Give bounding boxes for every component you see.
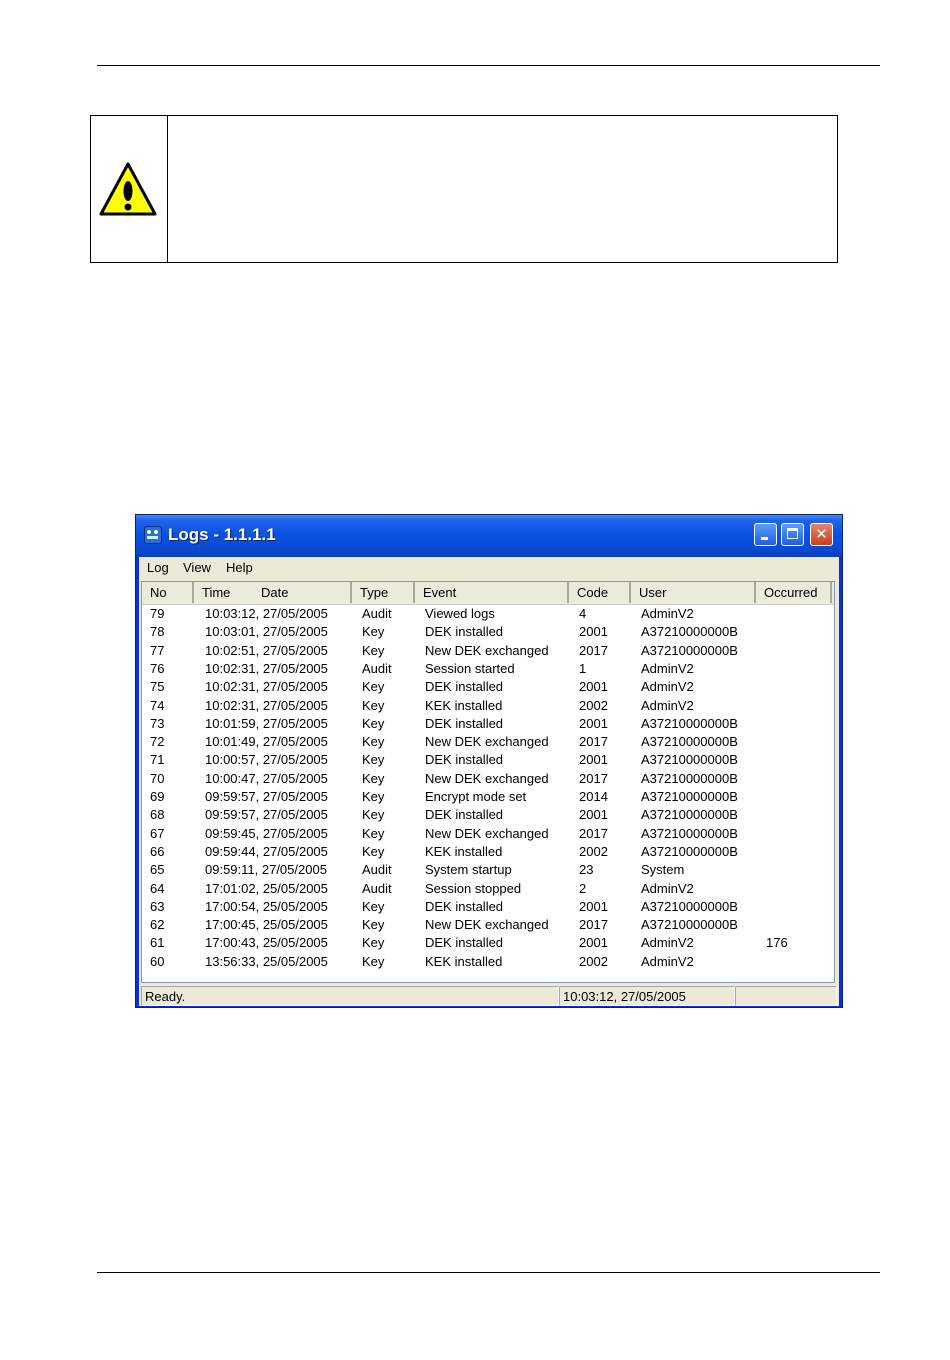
row-time-date: 10:00:57, 27/05/2005	[205, 752, 328, 768]
row-time-date: 17:00:43, 25/05/2005	[205, 935, 328, 951]
row-event: DEK installed	[425, 715, 504, 731]
row-time-date: 10:02:31, 27/05/2005	[205, 697, 328, 713]
column-header-type[interactable]	[352, 582, 415, 603]
row-type: Audit	[362, 880, 392, 896]
row-type: Key	[362, 770, 385, 786]
row-time-date: 10:03:12, 27/05/2005	[205, 606, 328, 621]
row-no: 63	[150, 898, 165, 914]
column-header-no[interactable]	[142, 582, 194, 603]
row-user: AdminV2	[641, 660, 694, 676]
maximize-button[interactable]	[781, 523, 804, 546]
warning-icon-cell	[91, 116, 168, 262]
row-type: Key	[362, 734, 385, 750]
row-no: 73	[150, 715, 165, 731]
row-time-date: 17:00:54, 25/05/2005	[205, 898, 328, 914]
row-no: 76	[150, 660, 165, 676]
row-code: 2001	[579, 624, 608, 640]
row-code: 2017	[579, 734, 608, 750]
row-type: Key	[362, 898, 385, 914]
table-row[interactable]	[142, 825, 834, 843]
row-code: 2002	[579, 697, 608, 713]
row-event: DEK installed	[425, 752, 504, 768]
row-no: 68	[150, 807, 165, 823]
row-user: A37210000000B	[641, 642, 738, 658]
row-user: A37210000000B	[641, 624, 738, 640]
list-header	[142, 582, 834, 605]
row-time-date: 10:02:31, 27/05/2005	[205, 660, 328, 676]
row-event: Viewed logs	[425, 606, 495, 621]
row-user: A37210000000B	[641, 898, 738, 914]
status-timestamp: 10:03:12, 27/05/2005	[559, 986, 735, 1006]
row-no: 75	[150, 679, 165, 695]
table-row[interactable]	[142, 751, 834, 769]
maximize-icon	[787, 528, 798, 539]
row-type: Key	[362, 715, 385, 731]
row-user: A37210000000B	[641, 752, 738, 768]
menu-bar	[139, 557, 839, 578]
row-type: Key	[362, 935, 385, 951]
window-client	[139, 557, 839, 1006]
close-button[interactable]	[810, 523, 833, 546]
row-no: 61	[150, 935, 165, 951]
row-event: New DEK exchanged	[425, 642, 549, 658]
row-event: DEK installed	[425, 935, 504, 951]
close-icon: ✕	[815, 525, 828, 543]
title-bar[interactable]	[136, 515, 842, 557]
row-type: Key	[362, 917, 385, 933]
row-no: 77	[150, 642, 165, 658]
row-code: 2017	[579, 642, 608, 658]
row-time-date: 10:00:47, 27/05/2005	[205, 770, 328, 786]
row-no: 62	[150, 917, 165, 933]
row-user: A37210000000B	[641, 825, 738, 841]
column-header-occurred[interactable]	[756, 582, 832, 603]
row-event: Session started	[425, 660, 515, 676]
window-title: Logs - 1.1.1.1	[168, 525, 276, 544]
table-row[interactable]	[142, 806, 834, 824]
row-event: DEK installed	[425, 898, 504, 914]
row-no: 74	[150, 697, 165, 713]
column-header-time-date[interactable]	[194, 582, 352, 603]
row-time-date: 10:03:01, 27/05/2005	[205, 624, 328, 640]
row-no: 66	[150, 843, 165, 859]
page-header-rule	[97, 65, 880, 66]
column-header-no-label: No	[150, 585, 167, 600]
row-event: DEK installed	[425, 679, 504, 695]
warning-icon	[98, 161, 158, 217]
row-event: System startup	[425, 862, 512, 878]
status-bar	[139, 984, 839, 1006]
row-event: New DEK exchanged	[425, 825, 549, 841]
row-event: New DEK exchanged	[425, 734, 549, 750]
row-user: AdminV2	[641, 679, 694, 695]
row-code: 1	[579, 660, 587, 676]
row-no: 72	[150, 734, 165, 750]
row-code: 2001	[579, 807, 608, 823]
row-time-date: 10:02:51, 27/05/2005	[205, 642, 328, 658]
row-time-date: 17:01:02, 25/05/2005	[205, 880, 328, 896]
row-type: Key	[362, 624, 385, 640]
row-type: Key	[362, 752, 385, 768]
row-no: 67	[150, 825, 165, 841]
table-row[interactable]	[142, 880, 834, 898]
column-header-type-label: Type	[360, 585, 389, 600]
row-type: Audit	[362, 660, 392, 676]
column-header-code-label: Code	[577, 585, 609, 600]
row-time-date: 17:00:45, 25/05/2005	[205, 917, 328, 933]
table-row[interactable]	[142, 861, 834, 879]
column-header-code[interactable]	[569, 582, 631, 603]
row-user: A37210000000B	[641, 734, 738, 750]
row-user: A37210000000B	[641, 789, 738, 804]
row-event: KEK installed	[425, 697, 503, 713]
row-type: Key	[362, 825, 385, 841]
status-message: Ready.	[141, 986, 559, 1006]
table-row[interactable]	[142, 916, 834, 934]
column-header-time-label: Time	[202, 585, 231, 600]
table-row[interactable]	[142, 623, 834, 641]
row-event: DEK installed	[425, 624, 504, 640]
row-event: New DEK exchanged	[425, 917, 549, 933]
table-row[interactable]	[142, 934, 834, 952]
row-time-date: 09:59:57, 27/05/2005	[205, 807, 328, 823]
row-code: 2017	[579, 770, 608, 786]
logs-window	[135, 514, 843, 1008]
row-time-date: 13:56:33, 25/05/2005	[205, 953, 328, 969]
table-row[interactable]	[142, 605, 834, 623]
row-event: Session stopped	[425, 880, 522, 896]
table-row[interactable]	[142, 843, 834, 861]
row-type: Audit	[362, 862, 392, 878]
column-header-user[interactable]	[631, 582, 756, 603]
table-row[interactable]	[142, 678, 834, 696]
row-time-date: 09:59:57, 27/05/2005	[205, 789, 328, 804]
row-code: 4	[579, 606, 587, 621]
column-header-event[interactable]	[415, 582, 569, 603]
row-no: 65	[150, 862, 165, 878]
row-type: Key	[362, 642, 385, 658]
row-code: 2001	[579, 898, 608, 914]
row-time-date: 09:59:11, 27/05/2005	[205, 862, 327, 878]
row-time-date: 09:59:44, 27/05/2005	[205, 843, 328, 859]
row-code: 2001	[579, 715, 608, 731]
row-code: 2001	[579, 679, 608, 695]
row-code: 2014	[579, 789, 608, 804]
row-type: Key	[362, 679, 385, 695]
table-row[interactable]	[142, 642, 834, 660]
row-user: System	[641, 862, 685, 878]
row-event: DEK installed	[425, 807, 504, 823]
row-event: KEK installed	[425, 953, 503, 969]
row-code: 23	[579, 862, 594, 878]
row-user: A37210000000B	[641, 917, 738, 933]
menu-help[interactable]: Help	[226, 560, 253, 575]
row-time-date: 10:01:59, 27/05/2005	[205, 715, 328, 731]
row-no: 71	[150, 752, 165, 768]
log-list[interactable]	[141, 581, 835, 983]
column-header-event-label: Event	[423, 585, 457, 600]
row-user: AdminV2	[641, 606, 694, 621]
row-user: A37210000000B	[641, 715, 738, 731]
row-no: 79	[150, 606, 165, 621]
row-event: KEK installed	[425, 843, 503, 859]
row-type: Key	[362, 807, 385, 823]
row-code: 2002	[579, 953, 608, 969]
row-no: 78	[150, 624, 165, 640]
app-icon[interactable]	[144, 526, 162, 544]
menu-view[interactable]: View	[183, 560, 211, 575]
row-code: 2017	[579, 917, 608, 933]
row-time-date: 10:01:49, 27/05/2005	[205, 734, 328, 750]
minimize-icon	[761, 537, 768, 540]
row-type: Key	[362, 843, 385, 859]
row-code: 2002	[579, 843, 608, 859]
row-user: AdminV2	[641, 953, 694, 969]
row-time-date: 10:02:31, 27/05/2005	[205, 679, 328, 695]
table-row[interactable]	[142, 788, 834, 806]
row-code: 2001	[579, 752, 608, 768]
status-extra	[735, 986, 837, 1006]
row-event: New DEK exchanged	[425, 770, 549, 786]
row-user: AdminV2	[641, 880, 694, 896]
row-type: Key	[362, 697, 385, 713]
menu-log[interactable]: Log	[147, 560, 169, 575]
row-code: 2001	[579, 935, 608, 951]
row-no: 60	[150, 953, 165, 969]
row-event: Encrypt mode set	[425, 789, 527, 804]
row-code: 2	[579, 880, 587, 896]
row-type: Key	[362, 789, 385, 804]
table-row[interactable]	[142, 898, 834, 916]
table-row[interactable]	[142, 770, 834, 788]
row-user: A37210000000B	[641, 807, 738, 823]
row-user: AdminV2	[641, 697, 694, 713]
table-row[interactable]	[142, 697, 834, 715]
row-user: AdminV2	[641, 935, 694, 951]
row-user: A37210000000B	[641, 843, 738, 859]
table-row[interactable]	[142, 733, 834, 751]
row-type: Audit	[362, 606, 392, 621]
table-row[interactable]	[142, 953, 834, 971]
warning-box	[90, 115, 838, 263]
row-time-date: 09:59:45, 27/05/2005	[205, 825, 328, 841]
column-header-occurred-label: Occurred	[764, 585, 818, 600]
table-row[interactable]	[142, 715, 834, 733]
row-no: 64	[150, 880, 165, 896]
row-no: 70	[150, 770, 165, 786]
row-type: Key	[362, 953, 385, 969]
column-header-date-label: Date	[261, 585, 289, 600]
column-header-user-label: User	[639, 585, 667, 600]
minimize-button[interactable]	[754, 523, 777, 546]
row-no: 69	[150, 789, 165, 804]
row-occurred: 176	[766, 935, 788, 951]
row-user: A37210000000B	[641, 770, 738, 786]
page-footer-rule	[97, 1272, 880, 1273]
row-code: 2017	[579, 825, 608, 841]
table-row[interactable]	[142, 660, 834, 678]
